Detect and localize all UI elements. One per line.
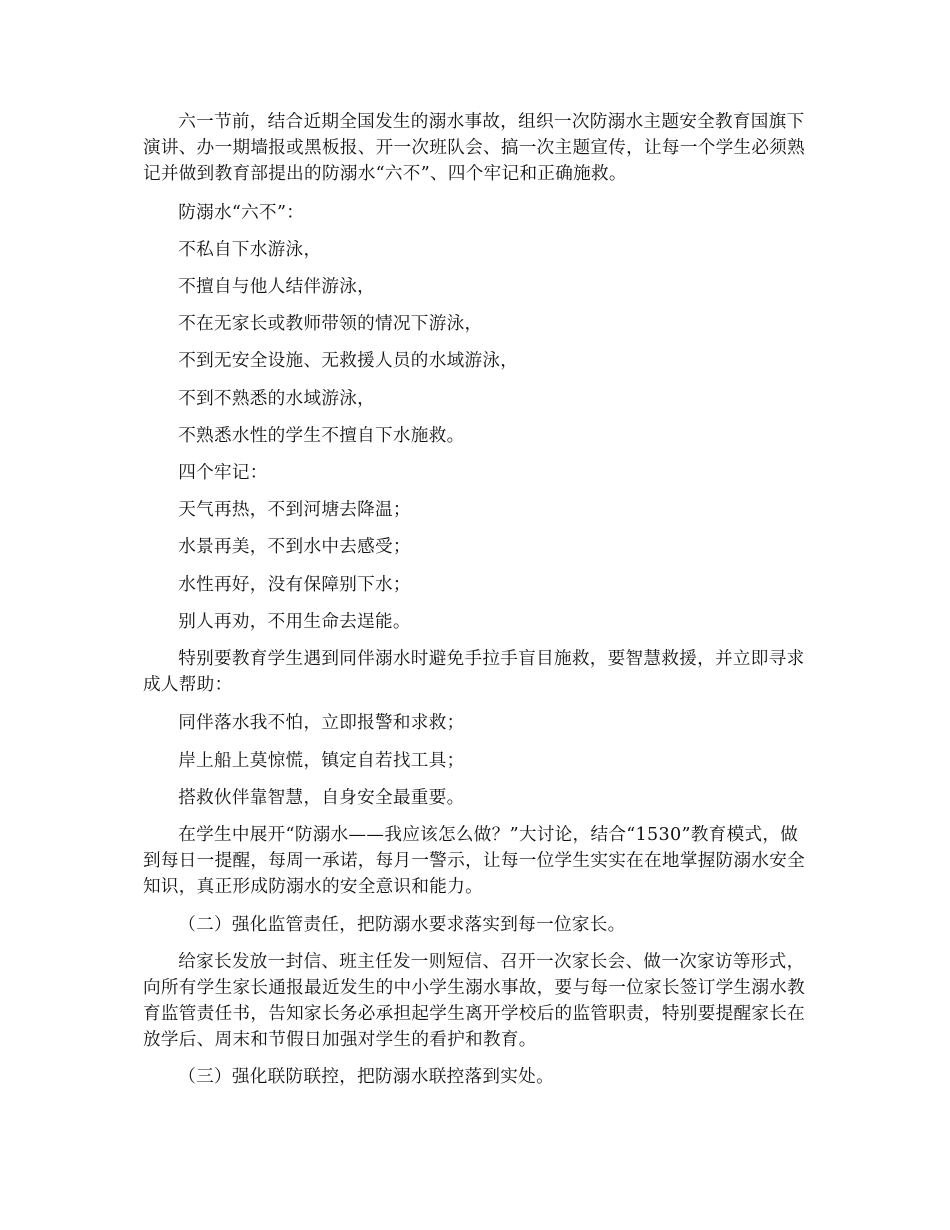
six-no-item-1: 不私自下水游泳， xyxy=(178,240,322,260)
six-no-item-4: 不到无安全设施、无救援人员的水域游泳， xyxy=(178,351,519,371)
rescue-rhyme-3: 搭救伙伴靠智慧，自身安全最重要。 xyxy=(178,788,465,808)
six-no-item-6: 不熟悉水性的学生不擅自下水施救。 xyxy=(178,426,465,446)
six-no-heading: 防溺水“六不”： xyxy=(178,203,305,223)
four-remember-item-3: 水性再好，没有保障别下水； xyxy=(178,575,411,595)
section-two-heading: （二）强化监管责任，把防溺水要求落实到每一位家长。 xyxy=(178,915,626,935)
intro-paragraph: 六一节前，结合近期全国发生的溺水事故，组织一次防溺水主题安全教育国旗下演讲、办一期墙报或黑板报、开一次班队会、搞一次主题宣传，让每一个学生必须熟记并做到教育部提出的防溺水“六不”、四个牢记和正确施救。 xyxy=(143,112,806,184)
rescue-paragraph: 特别要教育学生遇到同伴溺水时避免手拉手盲目施救，要智慧救援，并立即寻求成人帮助： xyxy=(143,649,805,695)
rescue-rhyme-1: 同伴落水我不怕，立即报警和求救； xyxy=(178,713,465,733)
rescue-rhyme-2: 岸上船上莫惊慌，镇定自若找工具； xyxy=(178,751,465,771)
four-remember-heading: 四个牢记： xyxy=(178,463,268,483)
four-remember-item-1: 天气再热，不到河塘去降温； xyxy=(178,500,411,520)
discussion-paragraph: 在学生中展开“防溺水——我应该怎么做？”大讨论，结合“1530”教育模式，做到每日一提醒，每周一承诺，每月一警示，让每一位学生实实在在地掌握防溺水安全知识，真正形成防溺水的安全意识和能力。 xyxy=(143,825,806,897)
four-remember-item-2: 水景再美，不到水中去感受； xyxy=(178,537,411,557)
six-no-item-2: 不擅自与他人结伴游泳， xyxy=(178,277,376,297)
section-three-heading: （三）强化联防联控，把防溺水联控落到实处。 xyxy=(178,1067,554,1087)
six-no-item-3: 不在无家长或教师带领的情况下游泳， xyxy=(178,314,483,334)
four-remember-item-4: 别人再劝，不用生命去逞能。 xyxy=(178,612,411,632)
six-no-item-5: 不到不熟悉的水域游泳， xyxy=(178,389,376,409)
parents-paragraph: 给家长发放一封信、班主任发一则短信、召开一次家长会、做一次家访等形式，向所有学生家长通报最近发生的中小学生溺水事故，要与每一位家长签订学生溺水教育监管责任书，告知家长务必承担起学生离开学校后的监管职责，特别要提醒家长在放学后、周末和节假日加强对学生的看护和教育。 xyxy=(143,952,806,1050)
